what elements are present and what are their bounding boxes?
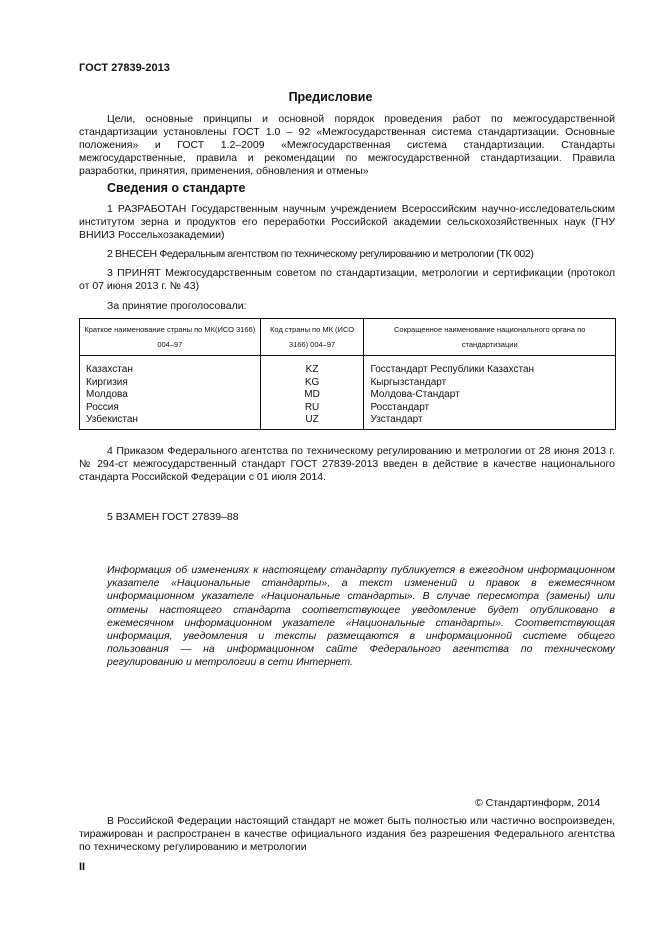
- national-body: Молдова-Стандарт: [364, 389, 616, 402]
- national-body: Узстандарт: [364, 414, 616, 429]
- table-row: [80, 402, 616, 415]
- preface-title: Предисловие: [288, 90, 373, 104]
- national-body: Госстандарт Республики Казахстан: [364, 356, 616, 377]
- info-item-2: 2 ВНЕСЕН Федеральным агентством по техническому регулированию и метрологии (ТК 002): [107, 248, 534, 260]
- table-row: [80, 389, 616, 402]
- country-code: RU: [260, 402, 364, 415]
- copyright: © Стандартинформ, 2014: [475, 797, 601, 809]
- country-code: MD: [260, 389, 364, 402]
- table-row: [80, 356, 616, 377]
- info-item-5: 5 ВЗАМЕН ГОСТ 27839–88: [107, 511, 239, 523]
- info-item-3: 3 ПРИНЯТ Межгосударственным советом по стандартизации, метрологии и сертификации (протокол от 07 июня 2013 г. № 43): [79, 267, 615, 292]
- preface-text: Цели, основные принципы и основной порядок проведения работ по межгосударственной стандартизации установлены ГОСТ 1.0 – 92 «Межгосударственная система стандартизации. Основные положения» и ГОСТ 1.2–2009 «Межгосударственная система стандартизации. Стандарты межгосударственные, правила и рекомендации по межгосударственной стандартизации. Правила разработки, принятия, применения, обновления и отмены»: [79, 113, 615, 177]
- country-name: Казахстан: [80, 356, 261, 377]
- country-name: Киргизия: [80, 377, 261, 390]
- country-name: Россия: [80, 402, 261, 415]
- info-item-4: 4 Приказом Федерального агентства по техническому регулированию и метрологии от 28 июня 2013 г. № 294-ст межгосударственный стандарт ГОСТ 27839-2013 введен в действие в качестве национального стандарта Российской Федерации с 01 июля 2014.: [79, 445, 615, 483]
- table-header-code: Код страны по МК (ИСО 3166) 004–97: [260, 319, 364, 356]
- table-header-body: Сокращенное наименование национального органа по стандартизации: [364, 319, 616, 356]
- table-header-row: [80, 319, 616, 356]
- change-notice: Информация об изменениях к настоящему стандарту публикуется в ежегодном информационном указателе «Национальные стандарты», а текст изменений и правок в ежемесячном информационном указателе «Национальные стандарты». В случае пересмотра (замены) или отмены настоящего стандарта соответствующее уведомление будет опубликовано в ежемесячном информационном указателе «Национальные стандарты». Соответствующая информация, уведомления и тексты размещаются в информационной системе общего пользования — на информационном сайте Федерального агентства по техническому регулированию и метрологии в сети Интернет.: [107, 564, 615, 669]
- country-name: Молдова: [80, 389, 261, 402]
- table-row: [80, 377, 616, 390]
- national-body: Кыргызстандарт: [364, 377, 616, 390]
- country-code: KZ: [260, 356, 364, 377]
- reproduction-notice: В Российской Федерации настоящий стандарт не может быть полностью или частично воспроизведен, тиражирован и распространен в качестве официального издания без разрешения Федерального агентства по техническому регулированию и метрологии: [79, 815, 615, 853]
- standard-info-title: Сведения о стандарте: [107, 181, 246, 195]
- table-row: [80, 414, 616, 429]
- page-number: II: [79, 861, 86, 873]
- national-body: Росстандарт: [364, 402, 616, 415]
- country-code: KG: [260, 377, 364, 390]
- country-name: Узбекистан: [80, 414, 261, 429]
- vote-table: [79, 318, 616, 430]
- country-code: UZ: [260, 414, 364, 429]
- vote-label: За принятие проголосовали:: [107, 300, 247, 312]
- table-header-country: Краткое наименование страны по МК(ИСО 3166) 004–97: [80, 319, 261, 356]
- document-code: ГОСТ 27839-2013: [79, 62, 170, 74]
- info-item-1: 1 РАЗРАБОТАН Государственным научным учреждением Всероссийским научно-исследовательским институтом зерна и продуктов его переработки Российской академии сельскохозяйственных наук (ГНУ ВНИИЗ Россельхозакадемии): [79, 203, 615, 241]
